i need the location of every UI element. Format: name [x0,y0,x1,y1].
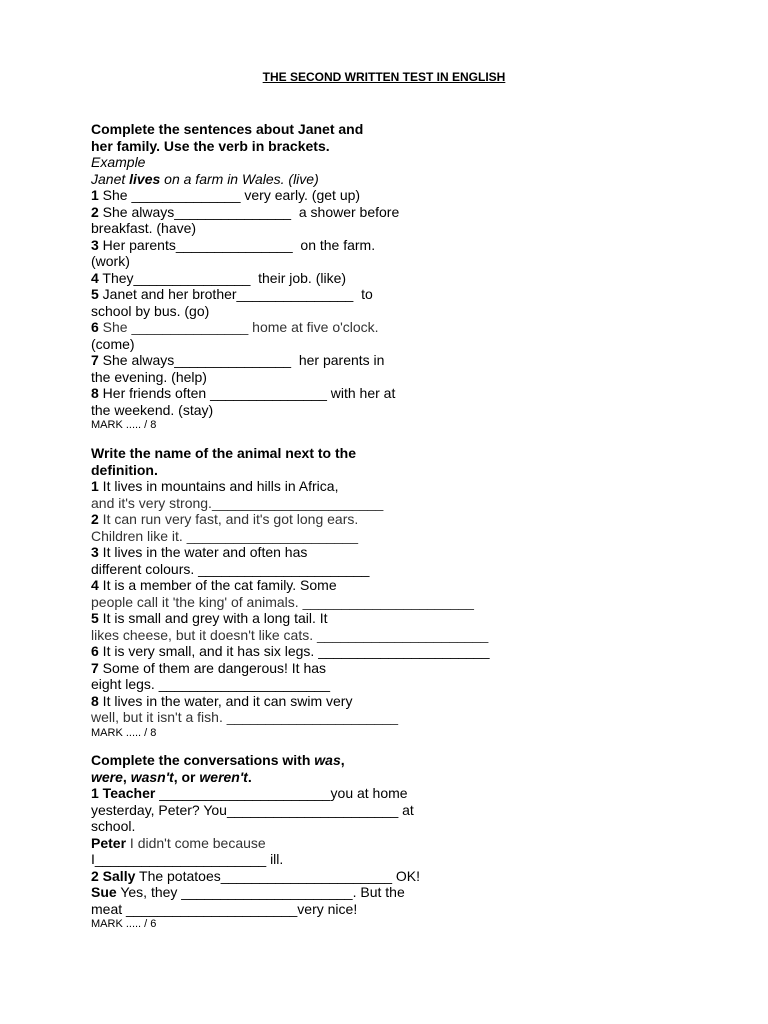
exercise-line [91,220,511,237]
exercise-line [91,303,511,320]
exercise-line [91,627,511,644]
item-number: 6 [91,319,99,335]
exercise-line [91,187,511,204]
exercise-list [91,785,511,917]
item-number: 3 [91,236,99,253]
item-number: Sue [91,884,117,900]
item-text: people call it 'the king' of animals. ______________________ [91,593,474,610]
item-text: I didn't come because [126,834,266,851]
item-number: Peter [91,834,127,851]
item-text: It is very small, and it has six legs. ______________________ [98,643,490,659]
item-text: meat ______________________very nice! [91,900,358,917]
exercise-line [91,528,511,545]
item-text: school by bus. (go) [91,302,210,319]
item-number: 6 [91,643,99,659]
item-number: 4 [91,577,99,593]
item-number: 2 [91,511,99,527]
section-heading: definition. [91,461,158,478]
exercise-line [91,319,511,336]
item-text: eight legs. ______________________ [91,676,331,692]
exercise-line [91,336,511,353]
exercise-line [91,352,511,369]
exercise-line [91,693,511,710]
item-text: breakfast. (have) [91,220,197,236]
mark-label: MARK ..... / 6 [91,918,157,930]
page-title: THE SECOND WRITTEN TEST IN ENGLISH [262,70,506,84]
exercise-line [91,594,511,611]
item-number: 7 [91,352,99,368]
mark-label: MARK ..... / 8 [91,726,157,739]
exercise-list [91,478,511,726]
item-text: The potatoes______________________ OK! [135,867,421,884]
item-text: and it's very strong.______________________ [91,494,384,511]
exercise-line [91,709,511,726]
item-text: It lives in the water, and it can swim very [98,692,353,709]
item-text: It is a member of the cat family. Some [98,577,337,593]
item-text: It lives in mountains and hills in Africa, [98,478,339,494]
item-text: the weekend. (stay) [91,401,214,418]
item-text: They_______________ their job. (like) [98,269,347,286]
exercise-line [91,511,511,528]
item-number: 8 [91,692,99,709]
section-animals [91,445,511,740]
exercise-line [91,835,511,852]
exercise-line [91,204,511,221]
item-text: school. [91,818,136,834]
exercise-line [91,253,511,270]
item-text: Some of them are dangerous! It has [98,659,327,676]
item-text: She _______________ home at five o'clock. [98,319,379,335]
item-text: Her friends often _______________ with her at [98,385,396,401]
exercise-line [91,785,511,802]
exercise-line [91,544,511,561]
section-verbs [91,121,511,432]
exercise-line [91,402,511,419]
exercise-line [91,660,511,677]
section-heading: Complete the conversations with was, [91,752,345,768]
item-number: 5 [91,286,99,302]
item-text: It can run very fast, and it's got long ears. [98,511,359,527]
item-text: well, but it isn't a fish. ______________________ [91,709,399,725]
item-text: different colours. ______________________ [91,560,370,577]
exercise-line [91,851,511,868]
item-number: 1 [91,478,99,494]
exercise-line [91,495,511,512]
exercise-line [91,901,511,918]
example-label: Example [91,154,146,170]
item-text: She ______________ very early. (get up) [98,187,361,203]
item-text: the evening. (help) [91,368,207,385]
exercise-line [91,610,511,627]
exercise-line [91,286,511,303]
item-text: yesterday, Peter? You______________________ at [91,801,414,818]
item-number: 7 [91,659,99,676]
exercise-line [91,237,511,254]
section-heading: Write the name of the animal next to the [91,445,357,461]
item-number: 8 [91,385,99,401]
mark-label: MARK ..... / 8 [91,419,157,431]
item-number: 1 [91,187,99,203]
section-heading: were, wasn't, or weren't. [91,768,252,785]
exercise-line [91,676,511,693]
exercise-line [91,270,511,287]
exercise-list [91,187,511,418]
exercise-line [91,802,511,819]
exercise-line [91,868,511,885]
item-number: 1 Teacher [91,785,156,801]
item-number: 2 [91,203,99,220]
exercise-line [91,369,511,386]
item-number: 3 [91,544,99,560]
item-text: (work) [91,253,130,269]
item-text: Yes, they ______________________. But the [116,884,405,900]
item-text: Children like it. ______________________ [91,527,358,544]
item-text: (come) [91,335,135,352]
exercise-line [91,478,511,495]
exercise-line [91,561,511,578]
exercise-line [91,577,511,594]
exercise-line [91,818,511,835]
item-text: It is small and grey with a long tail. It [98,610,328,626]
item-number: 5 [91,610,99,626]
section-heading: her family. Use the verb in brackets. [91,137,330,154]
item-text: I______________________ ill. [91,851,284,867]
item-text: She always_______________ her parents in [98,352,385,368]
item-number: 4 [91,269,99,286]
section-heading: Complete the sentences about Janet and [91,121,364,137]
exercise-line [91,643,511,660]
exercise-line [91,884,511,901]
item-text: She always_______________ a shower before [98,203,400,220]
example-sentence: Janet lives on a farm in Wales. (live) [91,170,319,187]
item-text: It lives in the water and often has [98,544,308,560]
item-text: Her parents_______________ on the farm. [98,236,376,253]
item-text: Janet and her brother_______________ to [98,286,373,302]
exercise-line [91,385,511,402]
section-conversations [91,752,511,931]
item-text: ______________________you at home [155,785,408,801]
item-text: likes cheese, but it doesn't like cats. ______________________ [91,626,489,643]
item-number: 2 Sally [91,867,136,884]
